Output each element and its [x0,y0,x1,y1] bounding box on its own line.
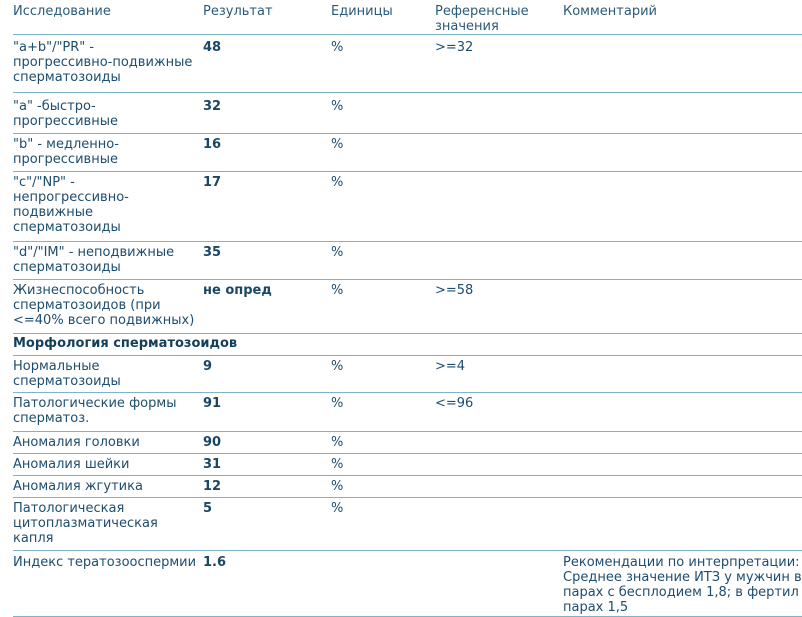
comment-line: парах с бесплодием 1,8; в фертил [563,585,799,600]
table-row [13,245,802,280]
test-name-line: <=40% всего подвижных) [13,313,195,328]
test-name [13,359,199,389]
comment-line: парах 1,5 [563,600,629,615]
table-row [13,457,802,476]
units-value: % [331,359,344,374]
test-name: Индекс тератозооспермии [13,555,197,570]
test-name [13,40,199,85]
test-name-line: сперматозоиды [13,374,121,389]
section-title: Морфология сперматозоидов [13,336,238,351]
test-name: Аномалия жгутика [13,479,143,494]
test-name-line: сперматозоиды [13,70,121,85]
test-name-line: Жизнеспособность [13,283,145,298]
test-name [13,175,199,235]
table-row [13,283,802,334]
header-reference-line1: Референсные [435,4,529,19]
table-row [13,479,802,498]
test-name [13,501,199,546]
test-name-line: прогрессивно-подвижные [13,55,193,70]
units-value: % [331,283,344,298]
header-reference [435,4,555,34]
test-name-line: Патологическая [13,501,125,516]
result-value: 9 [203,359,213,374]
table-header [13,4,802,35]
table-row [13,435,802,454]
header-result: Результат [203,4,273,19]
table-row [13,359,802,393]
test-name-line: "b" - медленно- [13,137,119,152]
units-value: % [331,137,344,152]
result-value: 1.6 [203,555,227,570]
test-name-line: подвижные [13,205,94,220]
test-name-line: Патологические формы [13,396,177,411]
test-name-line: "a" -быстро- [13,99,96,114]
result-value: не опред [203,283,272,298]
test-name-line: сперматозоиды [13,220,121,235]
result-value: 12 [203,479,222,494]
units-value: % [331,40,344,55]
test-name-line: цитоплазматическая [13,516,158,531]
units-value: % [331,457,344,472]
test-name-line: прогрессивные [13,114,118,129]
test-name [13,396,199,426]
header-reference-line2: значения [435,19,499,34]
table-row [13,137,802,172]
result-value: 91 [203,396,222,411]
test-name-line: непрогрессивно- [13,190,129,205]
table-row [13,501,802,551]
test-name-line: капля [13,531,54,546]
test-name-line: сперматозоидов (при [13,298,161,313]
test-name-line: "a+b"/"PR" - [13,40,95,55]
reference-value: <=96 [435,396,474,411]
test-name: Аномалия шейки [13,457,130,472]
reference-value: >=58 [435,283,474,298]
test-name [13,283,199,328]
test-name: Аномалия головки [13,435,140,450]
units-value: % [331,479,344,494]
test-name-line: сперматозоиды [13,260,121,275]
comment-line: Среднее значение ИТЗ у мужчин в [563,570,802,585]
comment-text [563,555,802,615]
test-name [13,99,199,129]
section-header [13,336,802,356]
units-value: % [331,175,344,190]
table-row [13,396,802,432]
units-value: % [331,501,344,516]
reference-value: >=4 [435,359,466,374]
test-name-line: "c"/"NP" - [13,175,75,190]
result-value: 48 [203,40,222,55]
header-test: Исследование [13,4,111,19]
table-row [13,40,802,93]
test-name-line: сперматоз. [13,411,90,426]
test-name-line: прогрессивные [13,152,118,167]
reference-value: >=32 [435,40,474,55]
result-value: 32 [203,99,222,114]
result-value: 31 [203,457,222,472]
result-value: 35 [203,245,222,260]
table-row [13,555,802,617]
lab-report-table [13,4,802,617]
table-row [13,175,802,242]
units-value: % [331,99,344,114]
units-value: % [331,435,344,450]
test-name-line: Нормальные [13,359,100,374]
test-name [13,137,199,167]
header-comment: Комментарий [563,4,657,19]
table-row [13,99,802,134]
header-units: Единицы [331,4,393,19]
result-value: 16 [203,137,222,152]
units-value: % [331,396,344,411]
result-value: 17 [203,175,222,190]
test-name-line: "d"/"IM" - неподвижные [13,245,175,260]
test-name [13,245,199,275]
result-value: 5 [203,501,213,516]
units-value: % [331,245,344,260]
comment-line: Рекомендации по интерпретации: [563,555,800,570]
result-value: 90 [203,435,222,450]
